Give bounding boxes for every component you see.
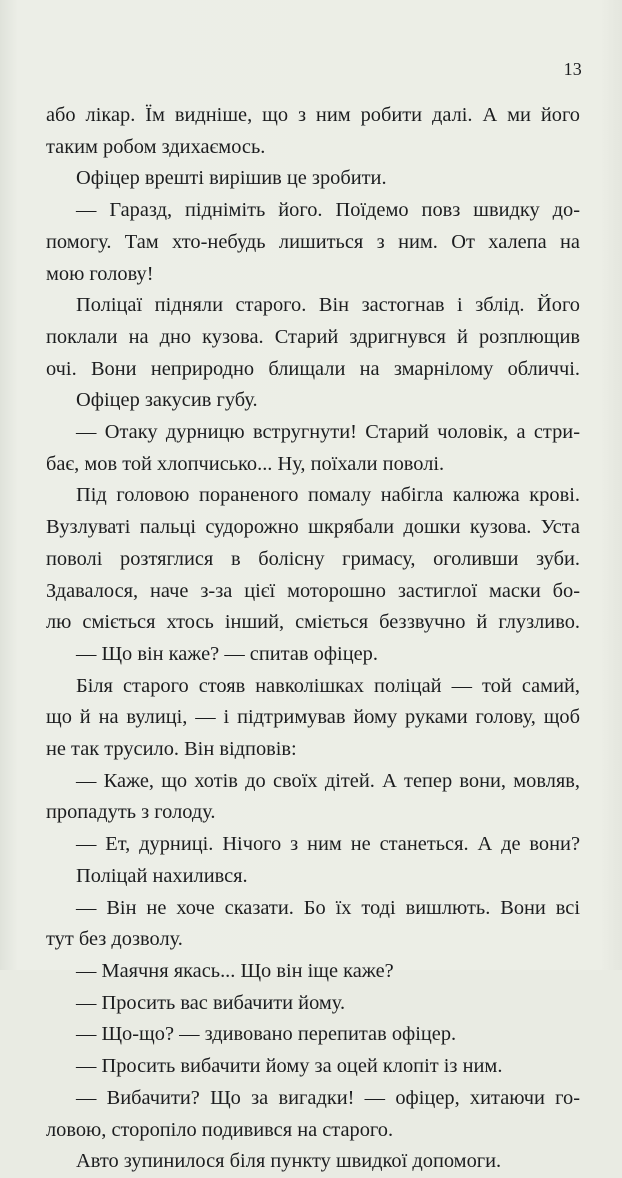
text-line: Офіцер врешті вирішив це зробити. [76,167,387,190]
text-line: очі. Вони неприродно блищали на змарнілому обличчі. [46,357,580,380]
text-line: — Отаку дурницю встругнути! Старий чоловік, а стри- [76,421,580,444]
page-number: 13 [563,59,582,79]
text-line: — Просить вас вибачити йому. [76,991,346,1014]
text-line: що й на вулиці, — і підтримував йому руками голову, щоб [46,706,580,729]
text-line: пропадуть з голоду. [46,801,216,824]
text-line: — Маячня якась... Що він іще каже? [76,959,394,982]
text-line: не так трусило. Він відповів: [46,738,297,761]
text-line: Офіцер закусив губу. [76,389,258,412]
page-body-text [46,100,580,1178]
text-line: Здавалося, наче з-за цієї моторошно застиглої маски бо- [46,579,580,602]
text-line: — Що-що? — здивовано перепитав офіцер. [76,1023,457,1046]
text-line: — Гаразд, підніміть його. Поїдемо повз швидку до- [76,199,580,222]
text-line: або лікар. Їм видніше, що з ним робити далі. А ми його [46,104,580,126]
text-line: поволі розтяглися в болісну гримасу, оголивши зуби. [46,547,580,570]
text-line: Поліцаї підняли старого. Він застогнав і зблід. Його [76,294,580,317]
text-line: помогу. Там хто-небудь лишиться з ним. От халепа на [46,230,580,253]
text-line: Біля старого стояв навколішках поліцай — той самий, [76,674,580,697]
text-line: Вузлуваті пальці судорожно шкрябали дошки кузова. Уста [46,516,580,539]
text-line: Поліцай нахилився. [76,864,248,887]
text-line: — Що він каже? — спитав офіцер. [76,642,378,665]
text-line: — Ет, дурниці. Нічого з ним не станеться. А де вони? [76,833,580,856]
text-line: Авто зупинилося біля пункту швидкої допомоги. [76,1150,502,1173]
text-line: тут без дозволу. [46,928,183,951]
text-line: — Вибачити? Що за вигадки! — офіцер, хитаючи го- [76,1086,580,1109]
text-line: — Він не хоче сказати. Бо їх тоді вишлють. Вони всі [76,896,580,919]
text-line: ловою, сторопіло подивився на старого. [46,1118,394,1141]
text-line: — Просить вибачити йому за оцей клопіт із ним. [76,1055,503,1078]
text-line: мою голову! [46,262,154,285]
text-line: Під головою пораненого помалу набігла калюжа крові. [76,484,580,507]
text-line: лю сміється хтось інший, сміється беззвучно й глузливо. [46,611,580,634]
text-line: таким робом здихаємось. [46,135,266,158]
text-line: поклали на дно кузова. Старий здригнувся й розплющив [46,325,580,348]
text-line: бає, мов той хлопчисько... Ну, поїхали поволі. [46,452,445,475]
text-line: — Каже, що хотів до своїх дітей. А тепер вони, мовляв, [76,769,580,792]
